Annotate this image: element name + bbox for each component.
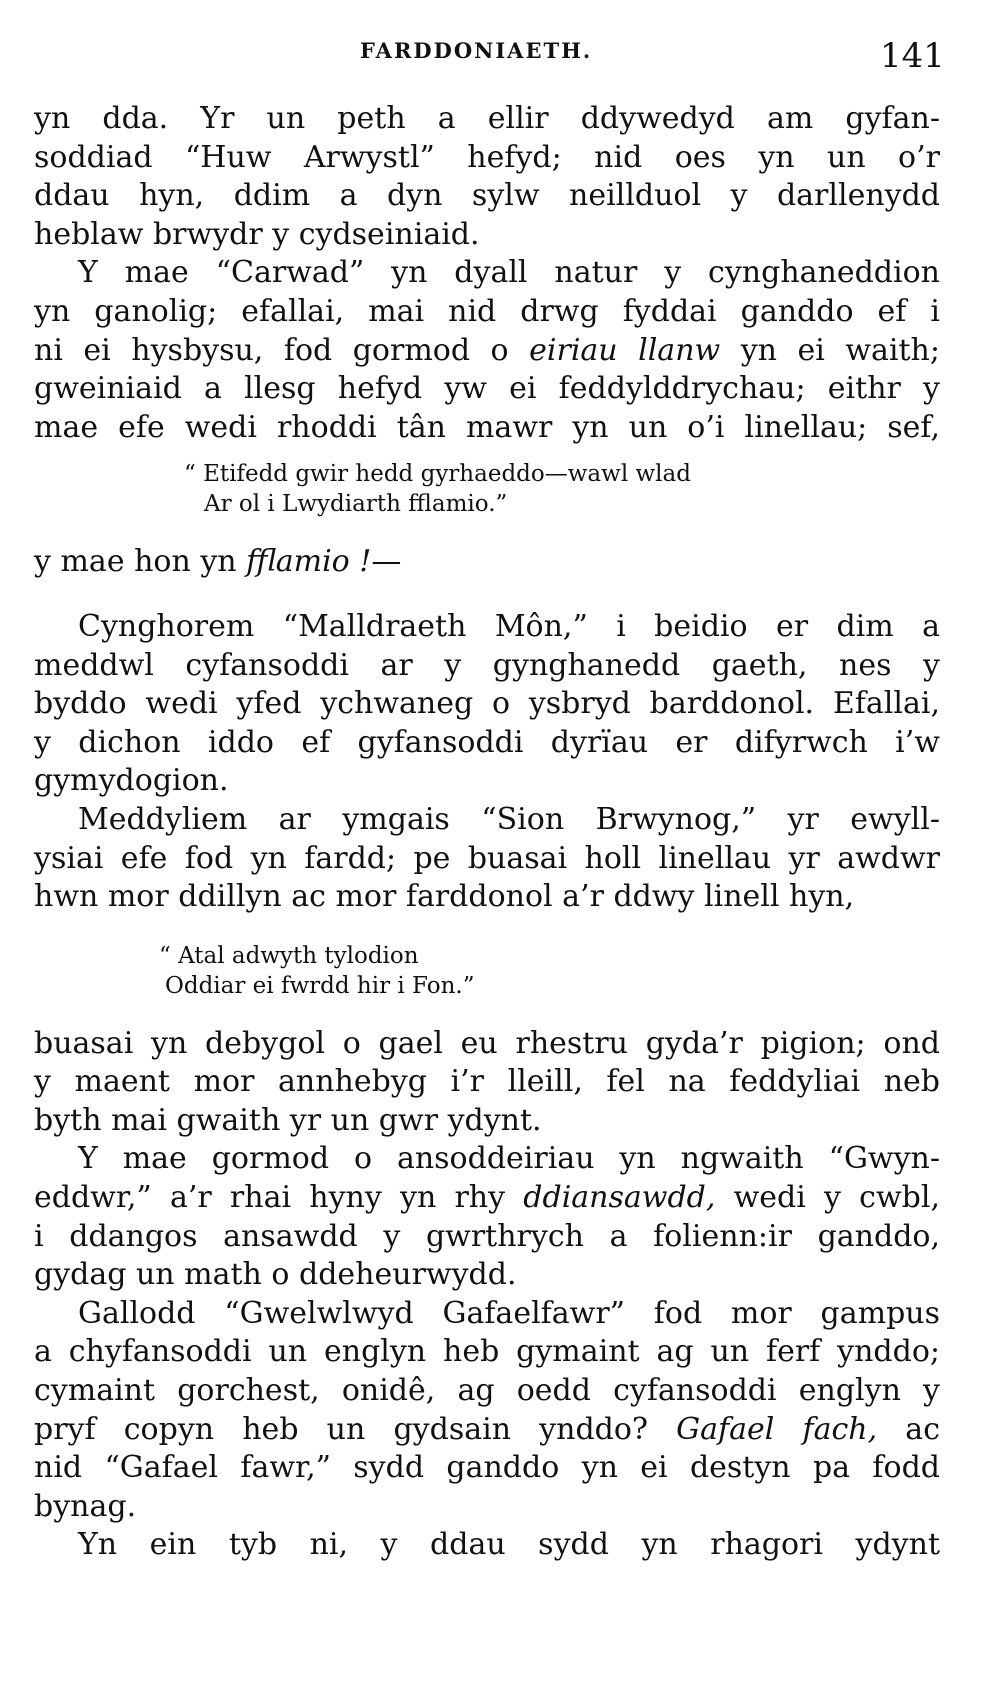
text-line bbox=[34, 1179, 940, 1218]
text-line: Y mae gormod o ansoddeiriau yn ngwaith “Gwyn- bbox=[78, 1141, 940, 1177]
text-run: ac bbox=[877, 1411, 940, 1447]
text-line: ysiai efe fod yn fardd; pe buasai holl linellau yr awdwr bbox=[34, 840, 940, 876]
verse-quote-line: “ Atal adwyth tylodion bbox=[159, 942, 419, 969]
text-line: cymaint gorchest, onidê, ag oedd cyfansoddi englyn y bbox=[34, 1373, 940, 1409]
text-line: nid “Gafael fawr,” sydd ganddo yn ei destyn pa fodd bbox=[34, 1450, 940, 1486]
text-line: yn ganolig; efallai, mai nid drwg fyddai ganddo ef i bbox=[34, 293, 940, 329]
page-number: 141 bbox=[880, 36, 945, 76]
italic-phrase: eiriau llanw bbox=[529, 332, 721, 368]
running-title: FARDDONIAETH. bbox=[360, 38, 593, 63]
text-line: gydag un math o ddeheurwydd. bbox=[34, 1257, 517, 1293]
text-line: y dichon iddo ef gyfansoddi dyrïau er difyrwch i’w bbox=[34, 724, 940, 760]
text-line: Cynghorem “Malldraeth Môn,” i beidio er dim a bbox=[78, 608, 940, 644]
text-run: pryf copyn heb un gydsain ynddo? bbox=[34, 1411, 677, 1447]
text-line: hwn mor ddillyn ac mor farddonol a’r ddwy linell hyn, bbox=[34, 879, 855, 915]
text-line: byddo wedi yfed ychwaneg o ysbryd barddonol. Efallai, bbox=[34, 686, 940, 722]
text-line: y maent mor annhebyg i’r lleill, fel na feddyliai neb bbox=[34, 1064, 940, 1100]
italic-phrase: Gafael fach, bbox=[676, 1411, 878, 1447]
text-line bbox=[34, 332, 940, 371]
verse-quote-line: “ Etifedd gwir hedd gyrhaeddo—wawl wlad bbox=[184, 461, 691, 488]
text-line: i ddangos ansawdd y gwrthrych a folienn:ir ganddo, bbox=[34, 1218, 940, 1254]
text-line: mae efe wedi rhoddi tân mawr yn un o’i linellau; sef, bbox=[34, 409, 940, 445]
text-run: yn ei waith; bbox=[720, 332, 940, 368]
text-line: Yn ein tyb ni, y ddau sydd yn rhagori ydynt bbox=[78, 1527, 940, 1563]
text-line: ddau hyn, ddim a dyn sylw neillduol y darllenydd bbox=[34, 178, 940, 214]
text-line: Y mae “Carwad” yn dyall natur y cynghaneddion bbox=[78, 255, 940, 291]
text-line: bynag. bbox=[34, 1488, 137, 1524]
text-line: buasai yn debygol o gael eu rhestru gyda’r pigion; ond bbox=[34, 1025, 940, 1061]
text-line: meddwl cyfansoddi ar y gynghanedd gaeth, nes y bbox=[34, 647, 940, 683]
text-line: gymydogion. bbox=[34, 763, 229, 799]
text-line: heblaw brwydr y cydseiniaid. bbox=[34, 216, 480, 252]
text-line: Gallodd “Gwelwlwyd Gafaelfawr” fod mor gampus bbox=[78, 1295, 940, 1331]
text-line bbox=[34, 1411, 940, 1450]
verse-quote-line: Oddiar ei fwrdd hir i Fon.” bbox=[165, 972, 475, 999]
text-line: Meddyliem ar ymgais “Sion Brwynog,” yr ewyll- bbox=[78, 801, 940, 837]
text-run: — bbox=[371, 544, 402, 580]
text-run: eddwr,” a’r rhai hyny yn rhy bbox=[34, 1180, 524, 1216]
text-line: soddiad “Huw Arwystl” hefyd; nid oes yn un o’r bbox=[34, 139, 940, 175]
text-run: wedi y cwbl, bbox=[715, 1180, 940, 1216]
body-text bbox=[34, 100, 940, 1565]
italic-phrase: ddiansawdd, bbox=[523, 1180, 716, 1216]
text-line: gweiniaid a llesg hefyd yw ei feddylddrychau; eithr y bbox=[34, 371, 940, 407]
text-run: ni ei hysbysu, fod gormod o bbox=[34, 332, 530, 368]
text-run: y mae hon yn bbox=[34, 544, 247, 580]
text-line bbox=[34, 543, 940, 582]
text-line: byth mai gwaith yr un gwr ydynt. bbox=[34, 1102, 542, 1138]
text-line: a chyfansoddi un englyn heb gymaint ag un ferf ynddo; bbox=[34, 1334, 940, 1370]
text-line: yn dda. Yr un peth a ellir ddywedyd am gyfan- bbox=[34, 101, 940, 136]
italic-phrase: fflamio ! bbox=[246, 544, 372, 580]
verse-quote-line: Ar ol i Lwydiarth fflamio.” bbox=[204, 491, 508, 518]
